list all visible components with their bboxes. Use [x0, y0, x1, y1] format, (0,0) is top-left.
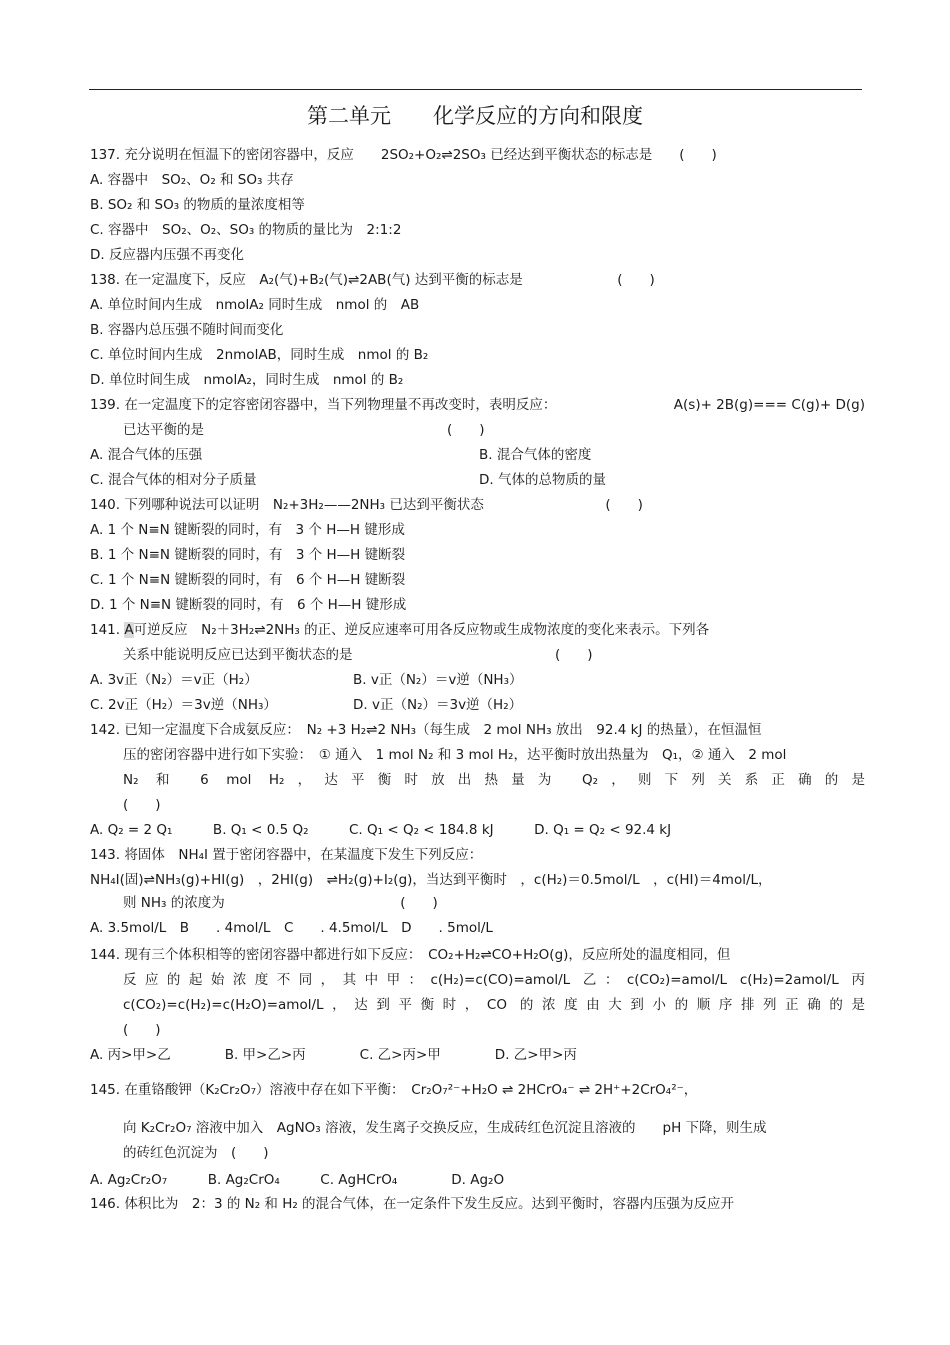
question-145: 145. 在重铬酸钾（K₂Cr₂O₇）溶液中存在如下平衡： Cr₂O₇²⁻+H₂O ⇌ 2HCrO₄⁻ ⇌ 2H⁺+2CrO₄²⁻， [90, 1082, 698, 1098]
question-142: 142. 已知一定温度下合成氨反应： N₂ +3 H₂⇌2 NH₃（每生成 2 mol NH₃ 放出 92.4 kJ 的热量），在恒温恒 [90, 722, 762, 738]
options-144: A. 丙>甲>乙 B. 甲>乙>丙 C. 乙>丙>甲 D. 乙>甲>丙 [90, 1047, 577, 1063]
question-142-answer-blank: ( ) [123, 797, 161, 813]
option-140-d: D. 1 个 N≡N 键断裂的同时，有 6 个 H—H 键形成 [90, 597, 407, 613]
question-139-cont: 已达平衡的是 ( ) [123, 422, 485, 438]
question-144-line2: 反应的起始浓度不同，其中甲：c(H₂)=c(CO)=amol/L 乙：c(CO₂)=amol/L c(H₂)=2amol/L 丙 [123, 972, 865, 988]
option-141-d: D. v正（N₂）＝3v逆（H₂） [353, 697, 523, 713]
options-141-row2 [90, 695, 865, 715]
option-141-b: B. v正（N₂）＝v逆（NH₃） [353, 672, 523, 688]
option-139-d: D. 气体的总物质的量 [479, 472, 606, 488]
question-143-equation: NH₄I(固)⇌NH₃(g)+HI(g) ，2HI(g) ⇌H₂(g)+I₂(g)，当达到平衡时 ，c(H₂)＝0.5mol/L ，c(HI)＝4mol/L， [90, 872, 772, 888]
page-title: 第二单元 化学反应的方向和限度 [307, 104, 643, 128]
option-138-a: A. 单位时间内生成 nmolA₂ 同时生成 nmol 的 AB [90, 297, 420, 313]
question-141-text: 可逆反应 N₂＋3H₂⇌2NH₃ 的正、逆反应速率可用各反应物或生成物浓度的变化来表示。下列各 [133, 622, 710, 638]
option-139-b: B. 混合气体的密度 [479, 447, 592, 463]
option-141-a: A. 3v正（N₂）＝v正（H₂） [90, 672, 258, 688]
header-rule [89, 89, 862, 90]
options-139-row1 [90, 445, 865, 465]
option-137-a: A. 容器中 SO₂、O₂ 和 SO₃ 共存 [90, 172, 294, 188]
question-139-text: 139. 在一定温度下的定容密闭容器中，当下列物理量不再改变时，表明反应： [90, 397, 557, 413]
question-141-number: 141. [90, 622, 125, 638]
option-140-b: B. 1 个 N≡N 键断裂的同时，有 3 个 H—H 键断裂 [90, 547, 406, 563]
question-139 [90, 395, 865, 415]
question-139-equation: A(s)+ 2B(g)=== C(g)+ D(g) [673, 397, 865, 413]
option-139-a: A. 混合气体的压强 [90, 447, 203, 463]
option-137-d: D. 反应器内压强不再变化 [90, 247, 244, 263]
option-141-c: C. 2v正（H₂）＝3v逆（NH₃） [90, 697, 277, 713]
question-137: 137. 充分说明在恒温下的密闭容器中，反应 2SO₂+O₂⇌2SO₃ 已经达到平衡状态的标志是 ( ) [90, 147, 717, 163]
question-143-cont: 则 NH₃ 的浓度为 ( ) [123, 895, 438, 911]
question-138: 138. 在一定温度下，反应 A₂(气)+B₂(气)⇌2AB(气) 达到平衡的标志是 ( ) [90, 272, 655, 288]
options-139-row2 [90, 470, 865, 490]
options-142: A. Q₂ = 2 Q₁ B. Q₁ < 0.5 Q₂ C. Q₁ < Q₂ < 184.8 kJ D. Q₁ = Q₂ < 92.4 kJ [90, 822, 672, 838]
option-140-a: A. 1 个 N≡N 键断裂的同时，有 3 个 H—H 键形成 [90, 522, 405, 538]
question-140: 140. 下列哪种说法可以证明 N₂+3H₂——2NH₃ 已达到平衡状态 ( ) [90, 497, 643, 513]
option-138-c: C. 单位时间内生成 2nmolAB，同时生成 nmol 的 B₂ [90, 347, 429, 363]
question-142-line2: 压的密闭容器中进行如下实验： ① 通入 1 mol N₂ 和 3 mol H₂，达平衡时放出热量为 Q₁，② 通入 2 mol [123, 747, 787, 763]
highlighted-letter: A [124, 622, 134, 638]
option-140-c: C. 1 个 N≡N 键断裂的同时，有 6 个 H—H 键断裂 [90, 572, 406, 588]
question-145-line3: 的砖红色沉淀为 ( ) [123, 1145, 269, 1161]
question-141-cont: 关系中能说明反应已达到平衡状态的是 ( ) [123, 647, 593, 663]
question-141 [90, 620, 865, 640]
question-144-answer-blank: ( ) [123, 1022, 161, 1038]
question-143: 143. 将固体 NH₄I 置于密闭容器中，在某温度下发生下列反应： [90, 847, 483, 863]
option-138-b: B. 容器内总压强不随时间而变化 [90, 322, 284, 338]
question-144: 144. 现有三个体积相等的密闭容器中都进行如下反应： CO₂+H₂⇌CO+H₂O(g)，反应所处的温度相同，但 [90, 947, 731, 963]
option-137-b: B. SO₂ 和 SO₃ 的物质的量浓度相等 [90, 197, 305, 213]
option-138-d: D. 单位时间生成 nmolA₂，同时生成 nmol 的 B₂ [90, 372, 404, 388]
question-144-line3: c(CO₂)=c(H₂)=c(H₂O)=amol/L，达到平衡时，CO 的浓度由大到小的顺序排列正确的是 [123, 997, 865, 1013]
question-142-line3: N₂ 和 6 mol H₂，达平衡时放出热量为 Q₂，则下列关系正确的是 [123, 772, 865, 788]
question-145-line2: 向 K₂Cr₂O₇ 溶液中加入 AgNO₃ 溶液，发生离子交换反应，生成砖红色沉淀且溶液的 pH 下降，则生成 [123, 1120, 767, 1136]
options-141-row1 [90, 670, 865, 690]
question-146: 146. 体积比为 2：3 的 N₂ 和 H₂ 的混合气体，在一定条件下发生反应。达到平衡时，容器内压强为反应开 [90, 1196, 735, 1212]
options-145: A. Ag₂Cr₂O₇ B. Ag₂CrO₄ C. AgHCrO₄ D. Ag₂O [90, 1172, 505, 1188]
option-137-c: C. 容器中 SO₂、O₂、SO₃ 的物质的量比为 2:1:2 [90, 222, 402, 238]
option-139-c: C. 混合气体的相对分子质量 [90, 472, 257, 488]
options-143: A. 3.5mol/L B . 4mol/L C . 4.5mol/L D . 5mol/L [90, 920, 493, 936]
